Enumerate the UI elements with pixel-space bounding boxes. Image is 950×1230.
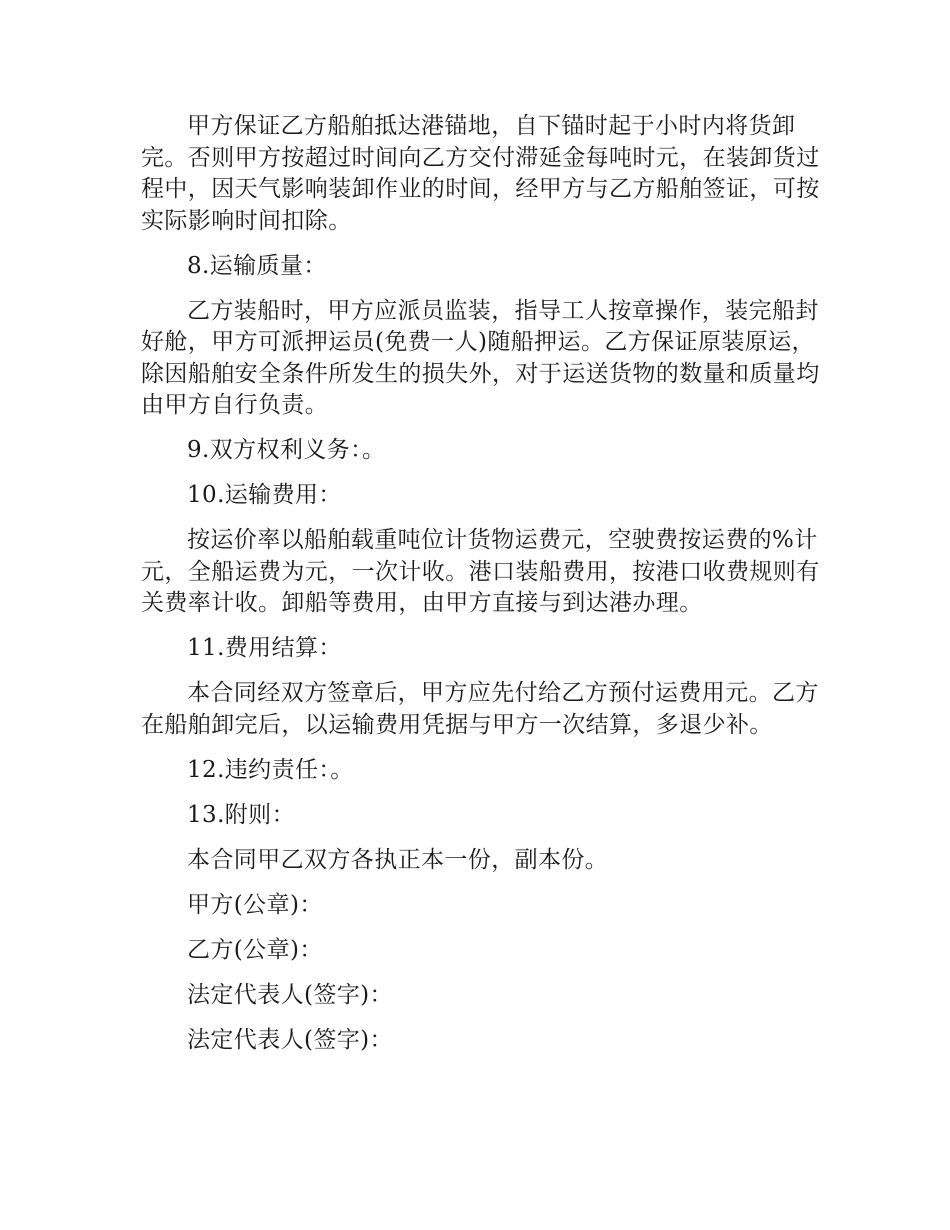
paragraph-transport-quality: 乙方装船时，甲方应派员监装，指导工人按章操作，装完船封好舱，甲方可派押运员(免费一人)随船押运。乙方保证原装原运，除因船舶安全条件所发生的损失外，对于运送货物的数量和质量均由甲方自行负责。 bbox=[141, 297, 820, 418]
document-body bbox=[141, 111, 827, 1070]
paragraph-copies: 本合同甲乙双方各执正本一份，副本份。 bbox=[187, 846, 609, 873]
heading-transport-fees: 10.运输费用： bbox=[187, 482, 342, 508]
party-a-seal: 甲方(公章)： bbox=[187, 891, 323, 918]
paragraph-transport-fees: 按运价率以船舶载重吨位计货物运费元，空驶费按运费的%计元，全船运费为元，一次计收。港口装船费用，按港口收费规则有关费率计收。卸船等费用，由甲方直接与到达港办理。 bbox=[141, 527, 820, 616]
heading-fee-settlement: 11.费用结算： bbox=[187, 635, 342, 661]
heading-breach-liability: 12.违约责任：。 bbox=[187, 756, 354, 783]
paragraph-fee-settlement: 本合同经双方签章后，甲方应先付给乙方预付运费用元。乙方在船舶卸完后，以运输费用凭据与甲方一次结算，多退少补。 bbox=[141, 680, 819, 738]
party-b-representative-signature: 法定代表人(签字)： bbox=[187, 1026, 393, 1053]
heading-transport-quality: 8.运输质量： bbox=[187, 252, 327, 279]
heading-rights-obligations: 9.双方权利义务：。 bbox=[187, 437, 386, 463]
heading-supplementary-provisions: 13.附则： bbox=[187, 801, 295, 828]
paragraph-unloading-terms: 甲方保证乙方船舶抵达港锚地，自下锚时起于小时内将货卸完。否则甲方按超过时间向乙方交付滞延金每吨时元，在装卸货过程中，因天气影响装卸作业的时间，经甲方与乙方船舶签证，可按实际影响时间扣除。 bbox=[141, 113, 820, 234]
party-b-seal: 乙方(公章)： bbox=[187, 936, 323, 963]
party-a-representative-signature: 法定代表人(签字)： bbox=[187, 981, 393, 1008]
